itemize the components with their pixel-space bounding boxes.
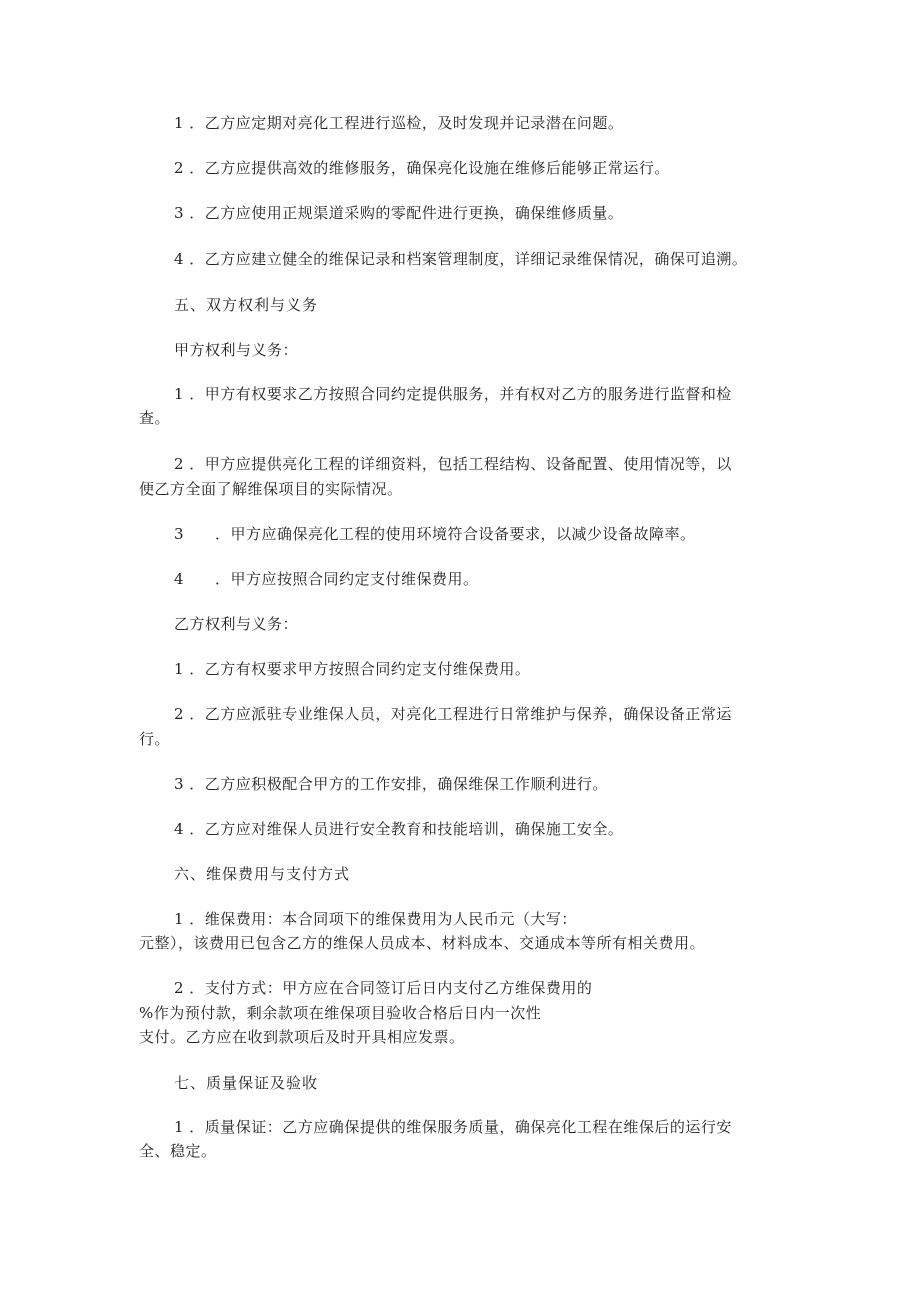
obligation-item-2: 2 ．乙方应提供高效的维修服务，确保亮化设施在维修后能够正常运行。	[174, 159, 670, 177]
section7-title: 七、质量保证及验收	[174, 1074, 319, 1092]
section5-title: 五、双方权利与义务	[174, 296, 319, 314]
fee-item-1-line-1: 1 ．维保费用：本合同项下的维保费用为人民币元（大写：	[174, 910, 577, 928]
party-a-item-1-line-1: 1 ．甲方有权要求乙方按照合同约定提供服务，并有权对乙方的服务进行监督和检	[174, 385, 732, 403]
party-b-title: 乙方权利与义务：	[174, 615, 299, 633]
party-b-item-2-line-2: 行。	[139, 730, 171, 748]
party-a-item-4: 4 ．甲方应按照合同约定支付维保费用。	[174, 570, 479, 588]
party-b-item-1: 1 ．乙方有权要求甲方按照合同约定支付维保费用。	[174, 660, 531, 678]
fee-item-2-line-1: 2 ．支付方式：甲方应在合同签订后日内支付乙方维保费用的	[174, 979, 593, 997]
party-a-item-2-line-2: 便乙方全面了解维保项目的实际情况。	[139, 480, 403, 498]
obligation-item-1: 1 ．乙方应定期对亮化工程进行巡检，及时发现并记录潜在问题。	[174, 114, 624, 132]
party-b-item-2-line-1: 2 ．乙方应派驻专业维保人员，对亮化工程进行日常维护与保养，确保设备正常运	[174, 705, 732, 723]
party-a-item-1-line-2: 查。	[139, 409, 171, 427]
quality-item-1-line-1: 1 ．质量保证：乙方应确保提供的维保服务质量，确保亮化工程在维保后的运行安	[174, 1118, 732, 1136]
party-a-item-3: 3 ．甲方应确保亮化工程的使用环境符合设备要求，以减少设备故障率。	[174, 525, 696, 543]
party-b-item-4: 4 ．乙方应对维保人员进行安全教育和技能培训，确保施工安全。	[174, 820, 624, 838]
party-a-title: 甲方权利与义务：	[174, 341, 299, 359]
obligation-item-3: 3 ．乙方应使用正规渠道采购的零配件进行更换，确保维修质量。	[174, 204, 624, 222]
quality-item-1-line-2: 全、稳定。	[139, 1142, 217, 1160]
obligation-item-4: 4 ．乙方应建立健全的维保记录和档案管理制度，详细记录维保情况，确保可追溯。	[174, 250, 748, 268]
fee-item-2-line-2: %作为预付款，剩余款项在维保项目验收合格后日内一次性	[139, 1004, 542, 1022]
party-a-item-2-line-1: 2 ．甲方应提供亮化工程的详细资料，包括工程结构、设备配置、使用情况等，以	[174, 455, 732, 473]
fee-item-1-line-2: 元整），该费用已包含乙方的维保人员成本、材料成本、交通成本等所有相关费用。	[139, 934, 706, 952]
party-b-item-3: 3 ．乙方应积极配合甲方的工作安排，确保维保工作顺利进行。	[174, 775, 608, 793]
fee-item-2-line-3: 支付。乙方应在收到款项后及时开具相应发票。	[139, 1028, 465, 1046]
section6-title: 六、维保费用与支付方式	[174, 865, 351, 883]
